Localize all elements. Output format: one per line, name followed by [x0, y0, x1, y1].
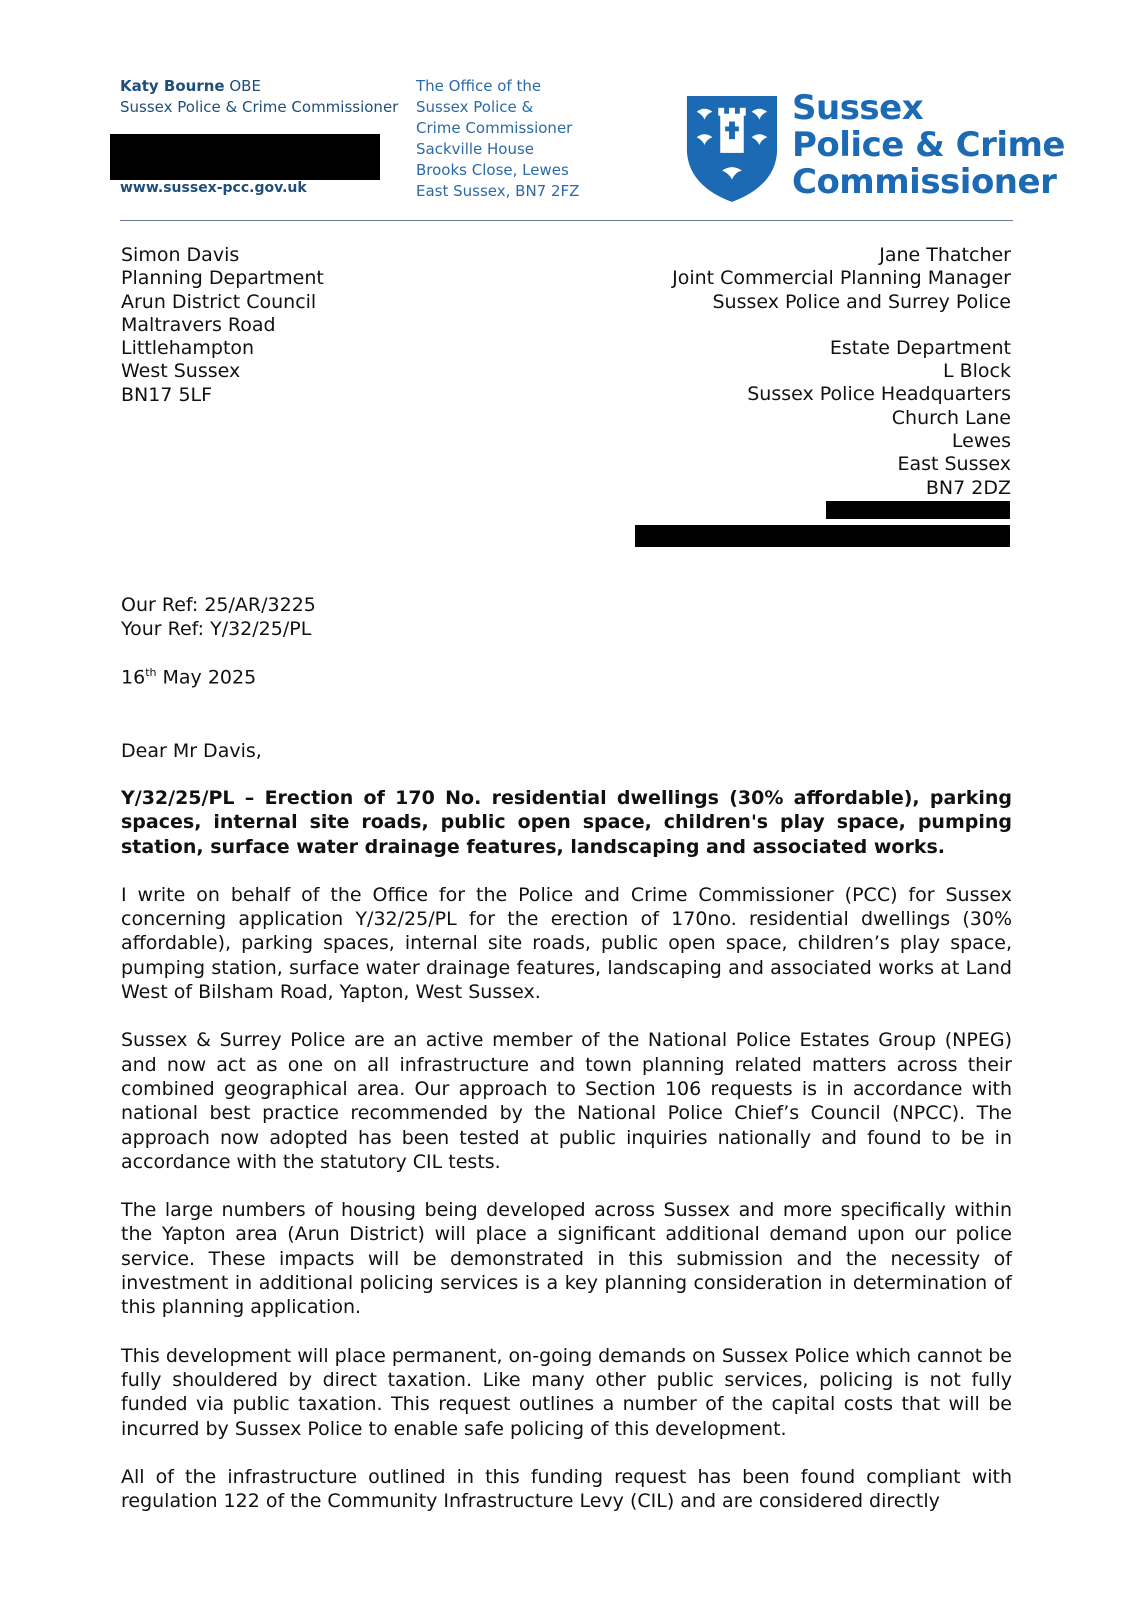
pcc-title: Sussex Police & Crime Commissioner	[120, 98, 399, 116]
recipient-line: West Sussex	[121, 360, 241, 383]
recipient-line: Littlehampton	[121, 337, 255, 360]
salutation: Dear Mr Davis,	[121, 740, 262, 762]
sender-line: Estate Department	[829, 336, 1011, 359]
your-ref: Your Ref: Y/32/25/PL	[121, 618, 312, 640]
pcc-honour: OBE	[229, 77, 261, 95]
sender-line: East Sussex	[897, 453, 1011, 476]
sussex-pcc-shield-logo-icon	[683, 92, 781, 204]
body-paragraph: All of the infrastructure outlined in this funding request has been found compliant with regulation 122 of the Community Infrastructure Levy (CIL) and are considered directly	[121, 1465, 1012, 1513]
recipient-line: Arun District Council	[121, 290, 317, 313]
redaction-block	[826, 501, 1010, 519]
office-address-line: Sackville House	[416, 140, 535, 158]
date-month-year: May 2025	[156, 666, 257, 689]
references	[121, 593, 316, 641]
pcc-name: Katy Bourne	[120, 77, 225, 95]
recipient-address	[121, 244, 324, 407]
body-paragraph: I write on behalf of the Office for the Police and Crime Commissioner (PCC) for Sussex concerning application Y/32/25/PL for the erection of 170no. residential dwellings (30% affordable), parking spaces, internal site roads, public open space, children’s play space, pumping station, surface water drainage features, landscaping and associated works at Land West of Bilsham Road, Yapton, West Sussex.	[121, 883, 1012, 1004]
letter-date	[121, 666, 256, 688]
redaction-block	[635, 525, 1010, 547]
recipient-line: BN17 5LF	[121, 383, 213, 406]
office-address-line: Sussex Police &	[416, 98, 534, 116]
our-ref: Our Ref: 25/AR/3225	[121, 594, 316, 616]
logo-wordmark	[792, 90, 1065, 201]
office-address	[416, 76, 579, 202]
logo-wordmark-line: Sussex	[792, 88, 924, 128]
pcc-identity	[120, 76, 398, 118]
body-paragraph: This development will place permanent, on-going demands on Sussex Police which cannot be fully shouldered by direct taxation. Like many other public services, policing is not fully funded via public taxation. This request outlines a number of the capital costs that will be incurred by Sussex Police to enable safe policing of this development.	[121, 1344, 1012, 1440]
logo-wordmark-line: Commissioner	[792, 162, 1057, 202]
office-address-line: Crime Commissioner	[416, 119, 573, 137]
subject-line: Y/32/25/PL – Erection of 170 No. residential dwellings (30% affordable), parking spaces, internal site roads, public open space, children's play space, pumping station, surface water drainage features, landscaping and associated works.	[121, 787, 1012, 858]
sender-line: BN7 2DZ	[925, 476, 1011, 499]
recipient-line: Simon Davis	[121, 244, 240, 266]
redaction-block	[110, 134, 380, 180]
sender-line: Jane Thatcher	[879, 244, 1011, 266]
sender-line: Sussex Police Headquarters	[747, 383, 1011, 406]
sender-line: Joint Commercial Planning Manager	[672, 267, 1011, 290]
recipient-line: Planning Department	[121, 267, 324, 290]
office-address-line: The Office of the	[416, 77, 542, 95]
sender-line: L Block	[942, 360, 1011, 383]
body-paragraph: The large numbers of housing being developed across Sussex and more specifically within the Yapton area (Arun District) will place a significant additional demand upon our police service. These impacts will be demonstrated in this submission and the necessity of investment in additional policing services is a key planning consideration in determination of this planning application.	[121, 1199, 1012, 1319]
pcc-website-link[interactable]: www.sussex-pcc.gov.uk	[120, 180, 307, 196]
logo-wordmark-line: Police & Crime	[792, 125, 1065, 165]
sender-line: Sussex Police and Surrey Police	[712, 290, 1011, 313]
letter-body	[121, 786, 1012, 1537]
sender-line: Church Lane	[891, 406, 1011, 429]
office-address-line: Brooks Close, Lewes	[416, 161, 569, 179]
letterhead-divider	[120, 220, 1013, 221]
sender-line: Lewes	[951, 430, 1011, 453]
body-paragraph: Sussex & Surrey Police are an active member of the National Police Estates Group (NPEG) and now act as one on all infrastructure and town planning related matters across their combined geographical area. Our approach to Section 106 requests is in accordance with national best practice recommended by the National Police Chief’s Council (NPCC). The approach now adopted has been tested at public inquiries nationally and found to be in accordance with the statutory CIL tests.	[121, 1029, 1012, 1173]
recipient-line: Maltravers Road	[121, 313, 276, 336]
date-day: 16	[121, 666, 146, 689]
office-address-line: East Sussex, BN7 2FZ	[416, 182, 580, 200]
sender-address	[672, 244, 1011, 500]
date-suffix: th	[145, 666, 157, 679]
